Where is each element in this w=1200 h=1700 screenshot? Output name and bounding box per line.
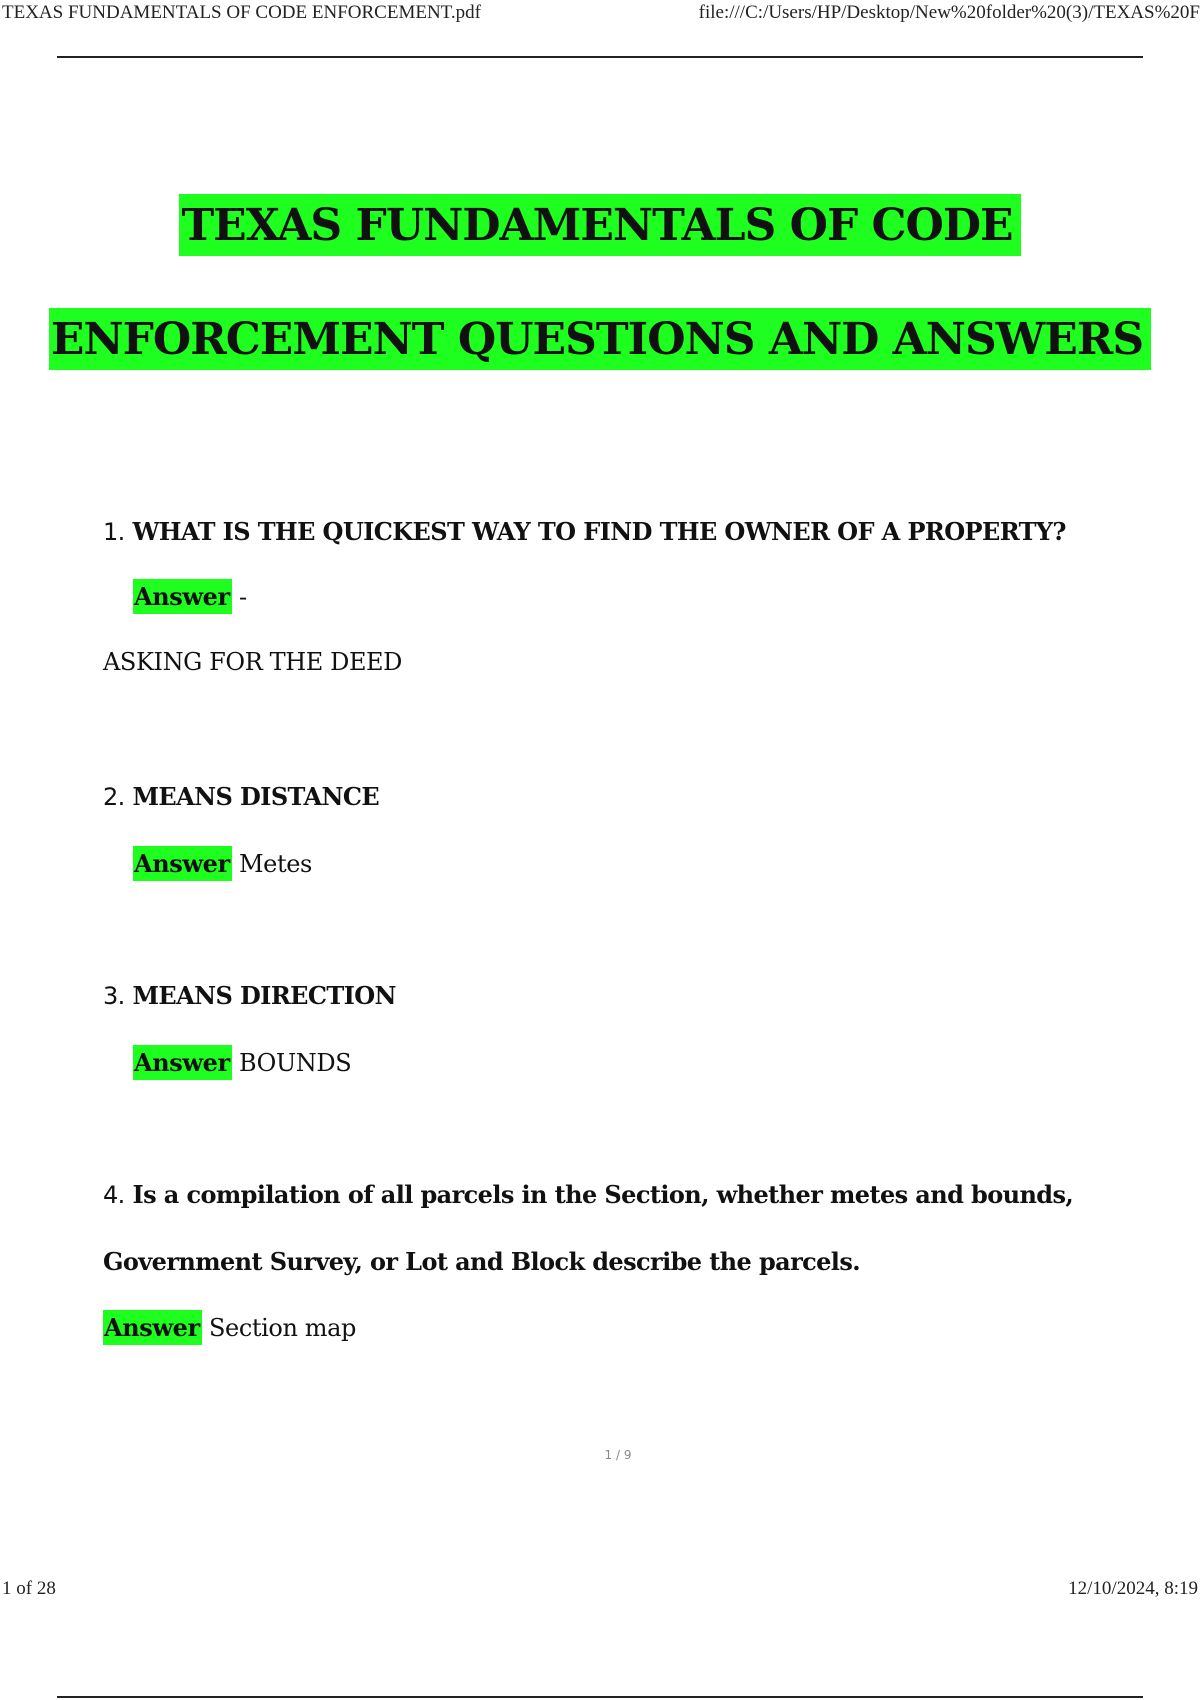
answer-label: Answer <box>133 579 232 614</box>
document-title-line-2 <box>0 314 1200 365</box>
document-title-line-1 <box>0 200 1200 251</box>
answer-row-4 <box>103 1313 356 1342</box>
answer-label: Answer <box>133 846 232 881</box>
answer-label: Answer <box>133 1045 232 1080</box>
answer-row-2 <box>133 849 312 878</box>
answer-row-3 <box>133 1048 351 1077</box>
title-highlight-2: ENFORCEMENT QUESTIONS AND ANSWERS <box>49 308 1151 370</box>
question-4-continued <box>103 1247 860 1276</box>
question-4 <box>103 1180 1073 1209</box>
header-divider <box>57 56 1143 58</box>
footer-divider <box>57 1696 1143 1698</box>
print-footer-datetime: 12/10/2024, 8:19 <box>1068 1578 1198 1599</box>
question-1 <box>103 517 1066 546</box>
pdf-page-indicator: 1 / 9 <box>604 1448 632 1462</box>
answer-text: BOUNDS <box>239 1049 352 1077</box>
question-3 <box>103 981 396 1010</box>
question-text: MEANS DIRECTION <box>132 981 396 1010</box>
question-text-line-1: Is a compilation of all parcels in the Section, whether metes and bounds, <box>132 1180 1074 1209</box>
question-2 <box>103 782 379 811</box>
answer-text: Metes <box>239 850 312 878</box>
question-number: 2. <box>103 783 125 811</box>
answer-separator: - <box>231 583 247 611</box>
answer-text: Section map <box>209 1314 356 1342</box>
question-text-line-2: Government Survey, or Lot and Block describe the parcels. <box>103 1247 860 1276</box>
question-number: 1. <box>103 518 125 546</box>
question-text: WHAT IS THE QUICKEST WAY TO FIND THE OWNER OF A PROPERTY? <box>132 517 1066 546</box>
print-header-file-name: TEXAS FUNDAMENTALS OF CODE ENFORCEMENT.pdf <box>2 2 481 23</box>
answer-label: Answer <box>103 1310 202 1345</box>
question-text: MEANS DISTANCE <box>132 782 380 811</box>
print-footer-page-count: 1 of 28 <box>2 1578 56 1599</box>
question-number: 3. <box>103 982 125 1010</box>
answer-text-1: ASKING FOR THE DEED <box>103 648 403 676</box>
question-number: 4. <box>103 1181 125 1209</box>
print-header-file-url: file:///C:/Users/HP/Desktop/New%20folder%20(3)/TEXAS%20F <box>698 2 1200 23</box>
title-highlight-1: TEXAS FUNDAMENTALS OF CODE <box>179 194 1020 256</box>
answer-label-row-1 <box>133 582 247 611</box>
